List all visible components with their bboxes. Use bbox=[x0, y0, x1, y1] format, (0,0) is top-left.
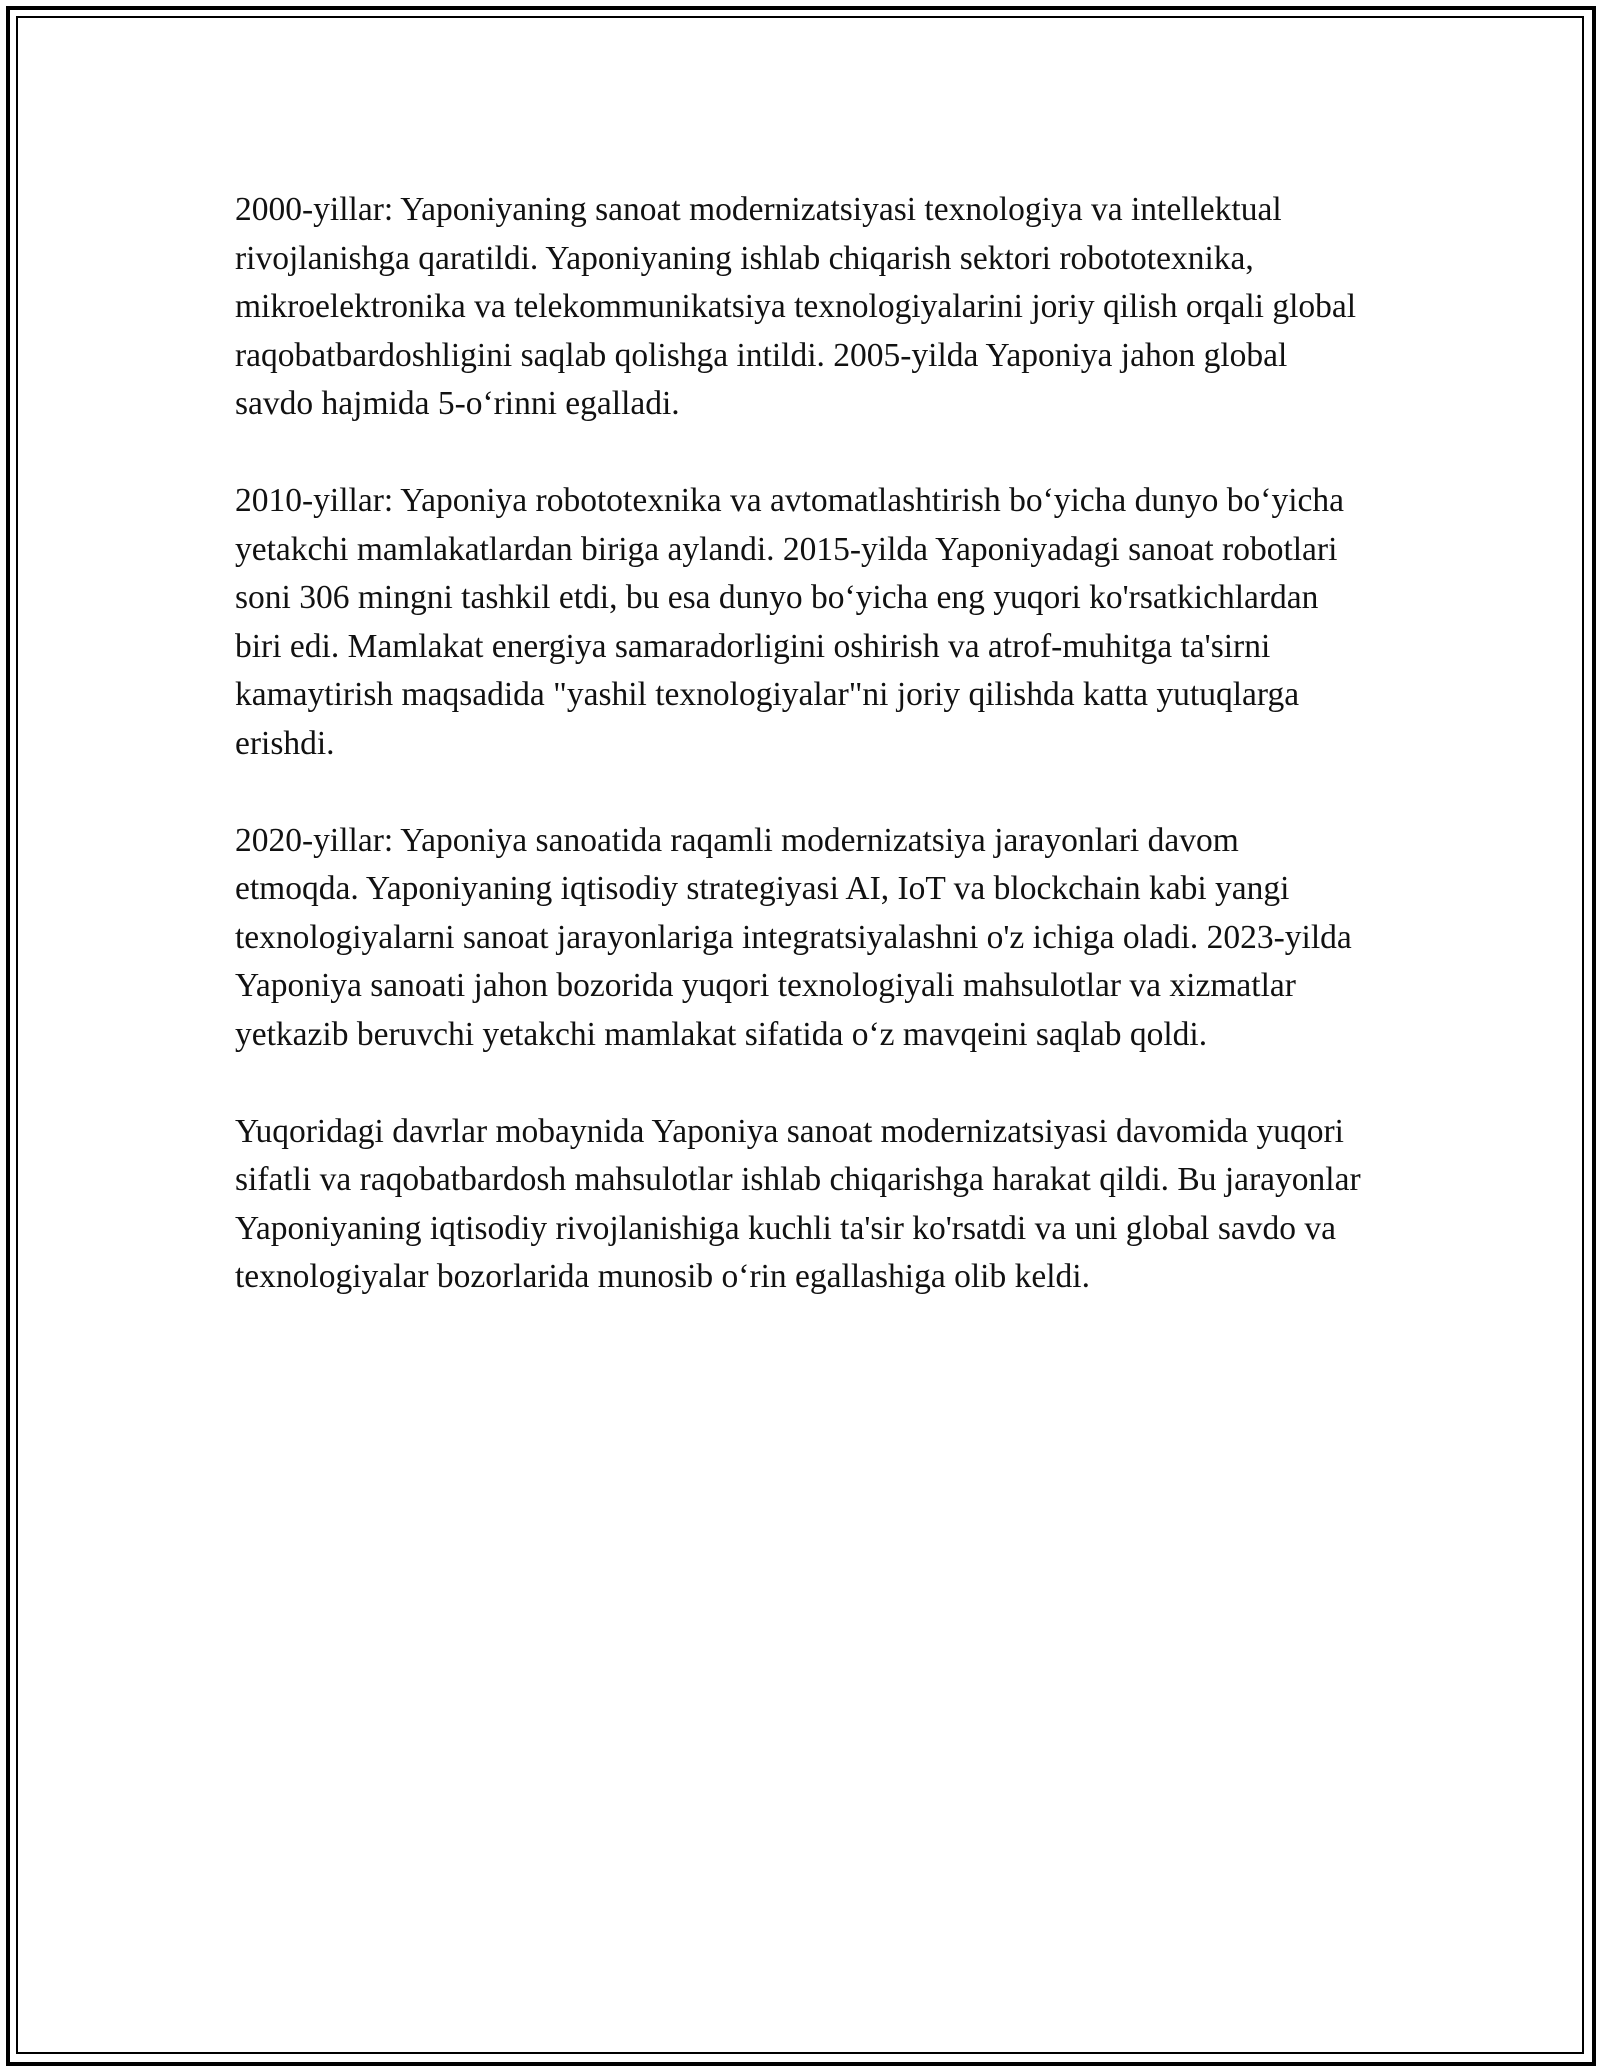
paragraph-2010s: 2010-yillar: Yaponiya robototexnika va avtomatlashtirish bo‘yicha dunyo bo‘yicha yetakchi mamlakatlardan biriga aylandi. 2015-yilda Yaponiyadagi sanoat robotlari soni 306 mingni tashkil etdi, bu esa dunyo bo‘yicha eng yuqori ko'rsatkichlardan biri edi. Mamlakat energiya samaradorligini oshirish va atrof-muhitga ta'sirni kamaytirish maqsadida "yashil texnologiyalar"ni joriy qilishda katta yutuqlarga erishdi. bbox=[235, 482, 1345, 762]
document-body bbox=[235, 186, 1370, 1350]
paragraph-summary: Yuqoridagi davrlar mobaynida Yaponiya sanoat modernizatsiyasi davomida yuqori sifatli va raqobatbardosh mahsulotlar ishlab chiqarishga harakat qildi. Bu jarayonlar Yaponiyaning iqtisodiy rivojlanishiga kuchli ta'sir ko'rsatdi va uni global savdo va texnologiyalar bozorlarida munosib o‘rin egallashiga olib keldi. bbox=[235, 1112, 1361, 1295]
paragraph-2000s: 2000-yillar: Yaponiyaning sanoat modernizatsiyasi texnologiya va intellektual rivojlanishga qaratildi. Yaponiyaning ishlab chiqarish sektori robototexnika, mikroelektronika va telekommunikatsiya texnologiyalarini joriy qilish orqali global raqobatbardoshligini saqlab qolishga intildi. 2005-yilda Yaponiya jahon global savdo hajmida 5-o‘rinni egalladi. bbox=[235, 191, 1357, 422]
paragraph-2020s: 2020-yillar: Yaponiya sanoatida raqamli modernizatsiya jarayonlari davom etmoqda. Yaponiyaning iqtisodiy strategiyasi AI, IoT va blockchain kabi yangi texnologiyalarni sanoat jarayonlariga integratsiyalashni o'z ichiga oladi. 2023-yilda Yaponiya sanoati jahon bozorida yuqori texnologiyali mahsulotlar va xizmatlar yetkazib beruvchi yetakchi mamlakat sifatida o‘z mavqeini saqlab qoldi. bbox=[235, 821, 1352, 1053]
